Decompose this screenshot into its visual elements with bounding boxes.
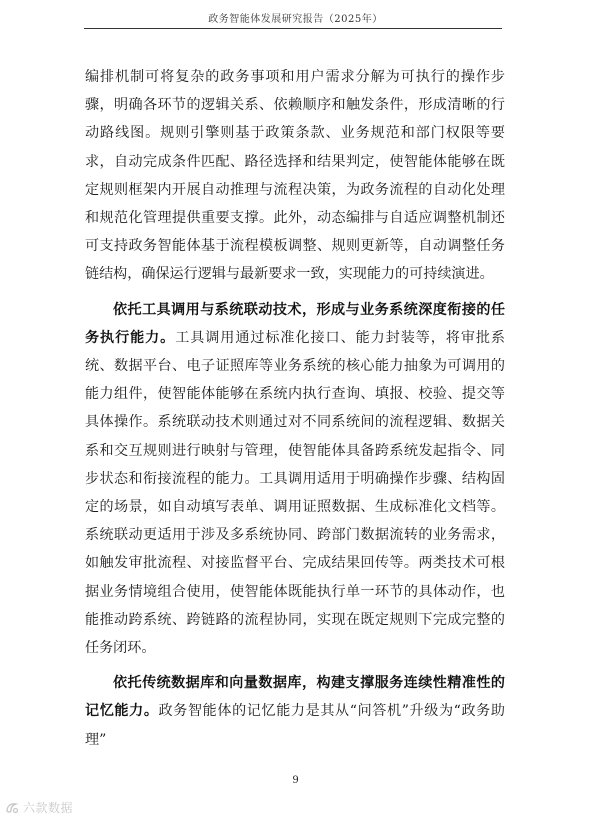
running-header: 政务智能体发展研究报告（2025年） — [208, 14, 383, 25]
watermark-text: 六款数据 — [23, 801, 74, 815]
paragraph-text: 编排机制可将复杂的政务事项和用户需求分解为可执行的操作步骤，明确各环节的逻辑关系、依赖顺序和触发条件，形成清晰的行动路线图。规则引擎则基于政策条款、业务规范和部门权限等要求，自动完成条件匹配、路径选择和结果判定，使智能体能够在既定规则框架内开展自动推理与流程决策，为政务流程的自动化处理和规范化管理提供重要支撑。此外，动态编排与自适应调整机制还可支持政务智能体基于流程模板调整、规则更新等，自动调整任务链结构，确保运行逻辑与最新要求一致，实现能力的可持续演进。 — [85, 69, 505, 283]
paragraph-text: 工具调用通过标准化接口、能力封装等，将审批系统、数据平台、电子证照库等业务系统的核心能力抽象为可调用的能力组件，使智能体能够在系统内执行查询、填报、校验、提交等具体操作。系统联动技术则通过对不同系统间的流程逻辑、数据关系和交互规则进行映射与管理，使智能体具备跨系统发起指令、同步状态和衔接流程的能力。工具调用适用于明确操作步骤、结构固定的场景，如自动填写表单、调用证照数据、生成标准化文档等。系统联动更适用于涉及多系统协同、跨部门数据流转的业务需求，如触发审批流程、对接监督平台、完成结果回传等。两类技术可根据业务情境组合使用，使智能体既能执行单一环节的具体动作，也能推动跨系统、跨链路的流程协同，实现在既定规则下完成完整的任务闭环。 — [85, 329, 505, 657]
paragraph-memory — [85, 669, 505, 754]
header-divider — [84, 28, 502, 29]
paragraph-lead: 依托传统数据库和向量数据库，构建支撑服务连续性精准性的记忆能力。 — [85, 675, 505, 720]
paragraph-text: 政务智能体的记忆能力是其从“问答机”升级为“政务助理” — [85, 703, 505, 748]
watermark-logo-icon — [4, 800, 20, 816]
paragraph-orchestration — [85, 63, 505, 289]
paragraph-tool-calling — [85, 296, 505, 663]
page-number: 9 — [292, 775, 299, 786]
paragraph-lead: 依托工具调用与系统联动技术，形成与业务系统深度衔接的任务执行能力。 — [85, 301, 505, 346]
document-body — [85, 63, 505, 754]
watermark — [4, 799, 73, 816]
